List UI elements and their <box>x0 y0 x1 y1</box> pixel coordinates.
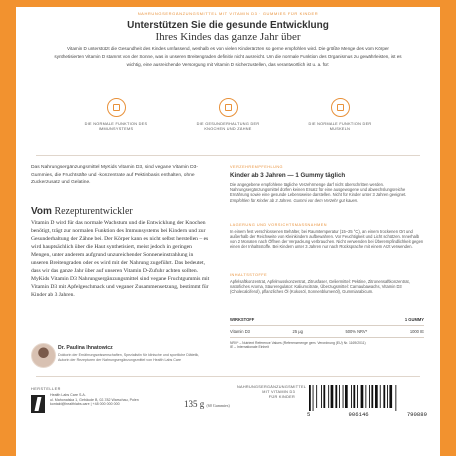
manufacturer-label: HERSTELLER <box>31 387 61 391</box>
dosage-section <box>230 165 424 203</box>
product-panel <box>16 7 440 456</box>
avatar <box>31 343 56 368</box>
dosage-note-2: Empfohlen für Kinder ab 3 Jahren. Gummi vor dem Verzehr gut kauen. <box>230 198 359 204</box>
ingredients-section <box>230 273 424 294</box>
top-label: NAHRUNGSERGÄNZUNGSMITTEL MIT VITAMIN D3 · GUMMIES FÜR KINDER <box>137 11 319 16</box>
intro-text: Vitamin D unterstützt die Gesundheit des Kindes umfassend, weshalb es von vielen Kinderärzten so gerne empfohlen wird. Die größte Menge des vom Körper synthetisierten Vitamin D stammt von der Sonne, was in unseren Breitengraden definitiv nicht ausreicht. Um die normale Funktion des Organismus zu gewährleisten, ist es wichtig, eine ausreichende Versorgung mit Vitamin D sicherzustellen, das verantwortlich ist u. a. für: <box>54 46 402 67</box>
formulator-quote: Vitamin D wird für das normale Wachstum und die Entwicklung der Knochen benötigt, trägt zur normalen Funktion des Immunsystems bei Kindern und zur Gesunderhaltung der Zähne bei. Der Körper kann es nicht selbst herstellen – es wird hauptsächlich über die Haut synthetisiert, meist jedoch in geringen Mengen, unter anderem aufgrund unzureichender Sonneneinstrahlung in unseren Breitengraden oder es wird mit der Nahrung zugeführt. Das bedeutet, dass wir das ganze Jahr über auf unseren Vitamin D-Zufuhr achten sollten. MyKids Vitamin D3 Nahrungsergänzungsmittel sind vegane Fruchtgummis mit Vitamin D3 mit Apfelgeschmack und veganer Zusammensetzung, bestimmt für Kinder ab 3 Jahren. <box>31 220 210 299</box>
author-title: Doktorin der Ernährungswissenschaften, Spezialistin für klinische und sportliche Diätetik, Autorin der Rezepturen der Nahrungsergänzungsmittel von Health Labs Care <box>58 353 200 362</box>
net-weight: 135 g (60 Gummies) <box>184 399 230 409</box>
feature-immune <box>76 98 156 132</box>
muscle-icon <box>331 98 350 117</box>
ingredients-text: Apfelsaftkonzentrat, Apfelmusskonzentrat, Zitrusfaser, Geliermittel: Pektine, Zitronensaftkonzentrat, natürliches Aroma, Säureregulator: Kaliumcitrate, Überzugsmittel: Carnaubawachs, Vitamin D3 (Cholecalciferol), pflanzliches Öl (Kokosöl, Sonnenblumenöl), Gummiarabicum. <box>230 279 410 295</box>
table-header: WIRKSTOFF 1 GUMMY <box>230 317 424 322</box>
nutrition-table <box>230 317 424 350</box>
headline: Unterstützen Sie die gesunde Entwicklung <box>127 20 329 31</box>
dosage-label: VERZEHREMPFEHLUNG <box>230 165 284 169</box>
feature-caption: DIE NORMALE FUNKTION DES IMMUNSYSTEMS <box>84 122 148 132</box>
ingredients-label: INHALTSSTOFFE <box>230 273 268 277</box>
feature-caption: DIE GESUNDERHALTUNG DER KNOCHEN UND ZÄHNE <box>196 122 260 132</box>
product-category: NAHRUNGSERGÄNZUNGSMITTEL MIT VITAMIN D3 FÜR KINDER <box>237 385 307 399</box>
table-note: NRV* – Nutrient Reference Values (Referenzmenge gem. Verordnung (EU) Nr. 1169/2011) <box>230 341 366 345</box>
storage-section <box>230 223 424 249</box>
barcode-number: 5 906146 790889 <box>307 411 427 418</box>
dosage-note: Die angegebene empfohlene tägliche Verzehrmenge darf nicht überschritten werden. Nahrungsergänzungsmittel dürfen keinen Ersatz für eine ausgewogene und abwechslungsreiche Ernährung sowie eine gesunde Lebensweise darstellen. Nicht für Kinder unter 3 Jahren geeignet. <box>230 182 407 198</box>
manufacturer-info: Health Labs Care S.A. ul. Mahonalska 1, Gebäude B, 02-782 Warschau, Polen kontakt@healthlabs.care | +48 000 000 000 <box>50 393 139 407</box>
bone-icon <box>219 98 238 117</box>
subheadline: Ihres Kindes das ganze Jahr über <box>155 31 301 43</box>
product-lead: Das Nahrungsergänzungsmittel MyKids Vitamin D3, sind vegane Vitamin D3-Gummies, die Fruchtsäfte und -konzentrate auf Pektinbasis enthalten, ohne Zuckerzusatz und Gelatine. <box>31 165 198 186</box>
storage-label: LAGERUNG UND VORSICHTSMASSNAHMEN <box>230 223 328 227</box>
author-name: Dr. Paulina Ihnatowicz <box>58 345 113 351</box>
table-row: Vitamin D3 25 µg 500% NRV* 1000 IE <box>230 329 424 334</box>
feature-caption: DIE NORMALE FUNKTION DER MUSKELN <box>308 122 372 132</box>
storage-text: In einem fest verschlossenen Behälter, bei Raumtemperatur (15–25 °C), an einem trockenen Ort und außerhalb der Reichweite von Kleinkindern aufbewahren. Vor Feuchtigkeit und Licht schützen. Innerhalb von 2 Monaten nach Öffnen der Verpackung verbrauchen. Nicht verwenden bei Überempfindlichkeit gegen einen der Inhaltsstoffe. Bei Kindern unter 3 Jahren nur nach Rücksprache mit einem Arzt verwenden. <box>230 229 424 250</box>
brand-logo <box>31 395 45 413</box>
footer-divider <box>36 376 420 377</box>
feature-muscles <box>300 98 380 132</box>
shield-icon <box>107 98 126 117</box>
feature-bones <box>188 98 268 132</box>
dosage: Kinder ab 3 Jahren — 1 Gummy täglich <box>230 172 346 179</box>
table-note-2: IE – Internationale Einheit <box>230 345 269 350</box>
divider <box>36 155 420 156</box>
formulator-heading: Vom Rezepturentwickler <box>31 206 133 217</box>
barcode <box>307 385 427 411</box>
